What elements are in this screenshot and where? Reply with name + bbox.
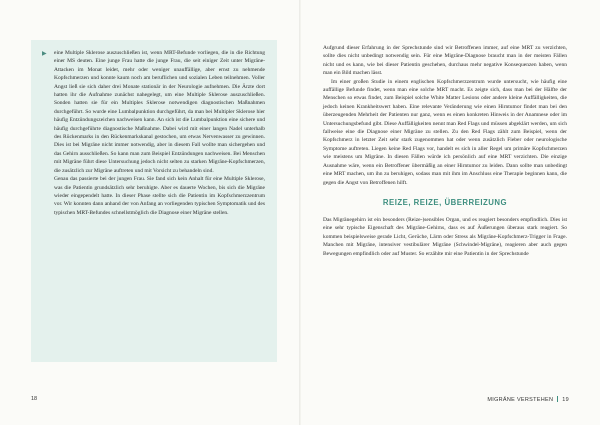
- running-footer-right: [487, 396, 569, 403]
- running-footer-title: MIGRÄNE VERSTEHEN: [487, 397, 554, 403]
- page-number-left: 18: [31, 396, 38, 402]
- section-heading: REIZE, REIZE, ÜBERREIZUNG: [382, 197, 508, 207]
- box-paragraph-2: Genau das passierte bei der jungen Frau. Sie fand sich kein Anhalt für eine Multiple Sklerose, was die Patientin grundsätzlich sehr beruhigte. Aber es dauerte Wochen, bis sich die Migräne wieder eingependelt hatte. In dieser Phase stellte sich die Patientin im Kopfschmerzzentrum vor. Wir konnten dann anhand der von Anfang an vorliegenden typischen Symptomatik und des typischen MRT-Befundes schnellstmöglich die Diagnose einer Migräne stellen.: [54, 176, 265, 216]
- body-paragraph-2: Im einer großen Studie in einem englischen Kopfschmerzzentrum wurde untersucht, wie häufig eine auffällige Befunde findet, wenn man eine solche MRT macht. Es zeigte sich, dass man bei der Hälfte der Menschen so etwas findet, zum Beispiel solche White Matter Lesions oder andere kleine Auffälligkeiten, die jedoch keinen Krankheitswert haben. Eine relevante Veränderung wie einen Hirntumor findet man bei den überzeugenden Mehrheit der Patienten nur ganz, wenn es einen konkreten Hinweis in der Anamnese oder im Untersuchungsbefund gibt. Diese Auffälligkeiten nennt man Red Flags und müssen abgeklärt werden, um sich fallweise eine die Diagnose einer Migräne zu stellen. Zu den Red Flags zählt zum Beispiel, wenn der Kopfschmerz in letzter Zeit sehr stark zugenommen hat oder wenn zusätzlich Fieber oder neurologische Symptome auftreten. Liegen keine Red Flags vor, handelt es sich in aller Regel um primäre Kopfschmerzen wie meistens um Migräne. In diesen Fällen würde ich persönlich auf eine MRT verzichten. Die einzige Ausnahme wäre, wenn ein Betroffener übermäßig an einer Hirntumor zu leiden. Dann sollte man unbedingt eine MRT machen, um ihn zu beruhigen, sodass man mit ihm im Anschluss eine Therapie beginnen kann, die gegen die Angst von Betroffenen hilft.: [323, 78, 567, 186]
- page-gutter: [299, 0, 301, 425]
- footer-separator: [557, 396, 558, 402]
- box-paragraph-1: eine Multiple Sklerose auszuschließen ist, wenn MRT-Befunde vorliegen, die in die Richtung einer MS deuten. Eine junge Frau hatte die junge Frau, die seit einiger Zeit unter Migräne-Attacken im Monat leidet, mehr oder weniger unauffällige, aber ernst zu nehmende Kopfschmerzen und konnte kaum noch am beruflichen und sozialen Leben teilnehmen. Voller Angst ließ sie sich daher drei Monate stationär in der Neurologie aufnehmen. Die Ärzte dort hatten ihr die Aufnahme zunächst nahegelegt, um eine Multiple Sklerose auszuschließen. Sonden hatten sie für ein Multiples Sklerose notwendigen diagnostischen Maßnahmen durchgeführt. So wurde eine Lumbalpunktion durchgeführt, da man bei Multipler Sklerose hier häufig Entzündungszeichen nachweisen kann. An sich ist die Lumbalpunktion eine sichere und häufig durchgeführte diagnostische Maßnahme. Dabei wird mit einer langen Nadel unterhalb des Rückenmarks in den Rückenmarkskanal gestochen, um etwas Nervenwasser zu gewinnen. Dies ist bei Migräne nicht immer notwendig, aber in diesem Fall wollte man sichergehen und das Gehirn ausschließen. So kann man zum Beispiel Entzündungen nachweisen. Bei Menschen mit Migräne führt diese Untersuchung jedoch nicht selten zu starken Migräne-Kopfschmerzen, die zusätzlich zur Migräne auftreten und mit Vorsicht zu behandeln sind.: [54, 50, 265, 174]
- body-paragraph-3: Das Migränegehirn ist ein besonders (Reize-)sensibles Organ, und es reagiert besonders empfindlich. Dies ist eine sehr typische Eigenschaft des Migräne-Gehirns, dass es auf Äußerungen überaus stark reagiert. So kommen beispielsweise gerade Licht, Gerüche, Lärm oder Stress als Migräne-Kopfschmerz-Trigger in Frage. Manchen mit Migräne, intensiver vestibulärer Migräne (Schwindel-Migräne), reagieren aber auch gegen Bewegungen empfindlich oder auf Muster. So erzählte mir eine Patientin in der Sprechstunde: [323, 216, 567, 257]
- case-study-box: [31, 40, 277, 362]
- bullet-arrow-icon: ▶: [42, 51, 47, 57]
- body-paragraph-1: Aufgrund dieser Erfahrung in der Sprechstunde sind wir Betroffenen immer, auf eine MRT zu verzichten, sollte dies nicht unbedingt notwendig sein. Für eine Migräne-Diagnose braucht man in der meisten Fällen nicht und es kann, wie bei dieser Patientin geschehen, durchaus mehr negative Konsequenzen haben, wenn man ein Bild machen lässt.: [323, 45, 567, 77]
- right-page-body: [323, 44, 567, 258]
- page-number-right: 19: [562, 397, 569, 403]
